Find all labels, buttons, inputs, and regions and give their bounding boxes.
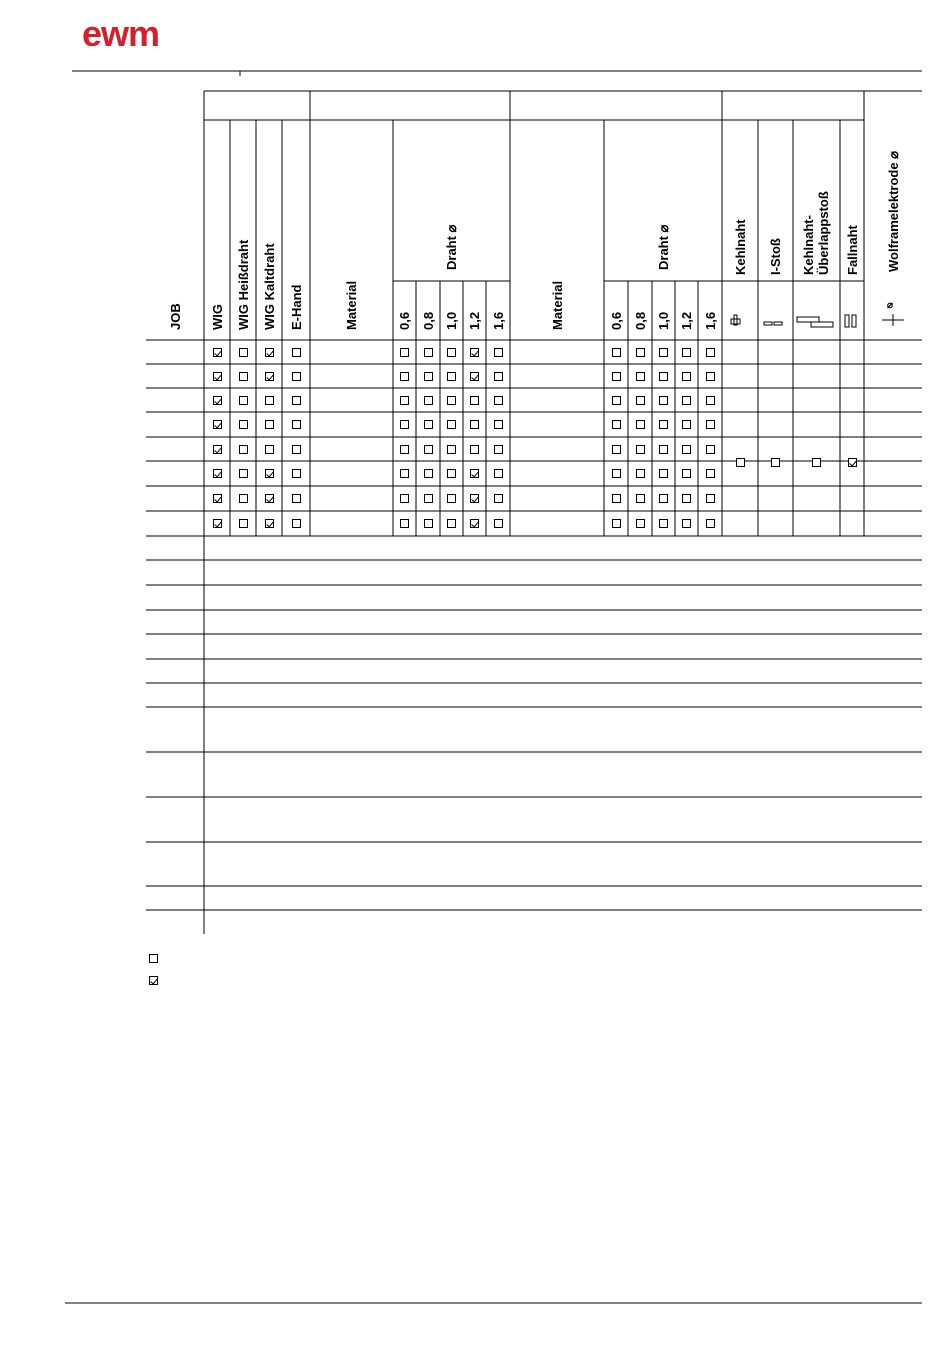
diameter-label: 1,2 <box>466 311 482 330</box>
wire2-box <box>706 396 715 405</box>
process-box <box>239 372 248 381</box>
wire1-box <box>447 348 456 357</box>
butt-joint-icon <box>764 322 772 325</box>
wire1-box <box>494 372 503 381</box>
joint-header: I-Stoß <box>767 238 783 275</box>
vertical-weld-icon <box>845 315 849 327</box>
legend-checked-box <box>149 976 158 985</box>
wire1-box <box>424 348 433 357</box>
wire2-box <box>659 469 668 478</box>
wire2-box <box>636 348 645 357</box>
wire2-box <box>612 372 621 381</box>
diameter-label: 0,6 <box>608 311 624 330</box>
wire2-box <box>706 494 715 503</box>
diameter-label: 0,8 <box>420 311 436 330</box>
wire1-box <box>470 396 479 405</box>
wire2-box <box>706 445 715 454</box>
joint-header: Fallnaht <box>844 225 860 275</box>
wire2-box <box>659 519 668 528</box>
wire2-box <box>659 445 668 454</box>
wire1-box <box>400 494 409 503</box>
process-box <box>239 519 248 528</box>
wire1-box <box>447 445 456 454</box>
wire1-box <box>400 469 409 478</box>
wire2-box <box>612 396 621 405</box>
process-box <box>292 494 301 503</box>
process-box <box>239 494 248 503</box>
vertical-weld-icon <box>852 315 856 327</box>
draht-header: Draht ⌀ <box>655 224 671 270</box>
joint-header: Kehlnaht <box>732 219 748 275</box>
wire1-box <box>494 445 503 454</box>
wire1-box <box>424 445 433 454</box>
wire2-box <box>659 420 668 429</box>
process-box <box>292 519 301 528</box>
joint-checked-box <box>848 458 857 467</box>
legend-empty-box <box>149 954 158 963</box>
butt-joint-icon <box>774 322 782 325</box>
process-box <box>239 396 248 405</box>
wire1-box <box>400 372 409 381</box>
process-checked-box <box>213 445 222 454</box>
wire1-box <box>447 396 456 405</box>
process-checked-box <box>213 494 222 503</box>
joint-box <box>736 458 745 467</box>
wire2-box <box>706 519 715 528</box>
wire1-box <box>494 469 503 478</box>
wire1-box <box>447 469 456 478</box>
process-box <box>265 396 274 405</box>
diameter-label: 0,8 <box>632 311 648 330</box>
wire1-box <box>494 420 503 429</box>
wire1-box <box>447 420 456 429</box>
wire2-box <box>636 519 645 528</box>
wire2-box <box>612 420 621 429</box>
wire1-box <box>424 519 433 528</box>
draht-header: Draht ⌀ <box>443 224 459 270</box>
wire2-box <box>659 348 668 357</box>
wire1-box <box>424 469 433 478</box>
process-box <box>265 420 274 429</box>
wire2-box <box>659 396 668 405</box>
process-box <box>239 348 248 357</box>
wire2-box <box>706 348 715 357</box>
wire2-box <box>612 445 621 454</box>
wire1-checked-box <box>470 519 479 528</box>
wire2-box <box>682 494 691 503</box>
diameter-label: 1,6 <box>702 311 718 330</box>
wire2-box <box>682 519 691 528</box>
process-header: E-Hand <box>288 284 304 330</box>
process-header: WIG Kaltdraht <box>261 243 277 330</box>
wire1-box <box>424 396 433 405</box>
process-checked-box <box>213 372 222 381</box>
process-checked-box <box>213 469 222 478</box>
diameter-label: 1,0 <box>443 311 459 330</box>
diameter-label: 1,6 <box>490 311 506 330</box>
wire2-box <box>682 420 691 429</box>
process-box <box>292 469 301 478</box>
diameter-label: 1,2 <box>678 311 694 330</box>
wire1-box <box>447 372 456 381</box>
process-checked-box <box>213 348 222 357</box>
lap-joint-icon <box>811 322 833 327</box>
process-checked-box <box>213 519 222 528</box>
process-box <box>292 445 301 454</box>
fillet-weld-icon <box>731 319 740 324</box>
process-box <box>292 372 301 381</box>
wire2-box <box>706 372 715 381</box>
wire2-box <box>659 494 668 503</box>
process-checked-box <box>265 519 274 528</box>
joint-box <box>812 458 821 467</box>
wire1-box <box>400 396 409 405</box>
process-checked-box <box>213 420 222 429</box>
process-box <box>292 396 301 405</box>
wire1-box <box>424 494 433 503</box>
wire1-box <box>400 420 409 429</box>
wire2-box <box>706 420 715 429</box>
wire2-box <box>636 396 645 405</box>
wire2-box <box>612 494 621 503</box>
wire1-box <box>447 519 456 528</box>
wire1-box <box>400 348 409 357</box>
process-header: WIG <box>209 304 225 330</box>
wire2-box <box>636 445 645 454</box>
wire1-box <box>494 396 503 405</box>
wire2-box <box>612 519 621 528</box>
wire1-box <box>447 494 456 503</box>
wire2-box <box>636 372 645 381</box>
wire2-box <box>636 469 645 478</box>
material-header: Material <box>549 280 565 330</box>
wire1-box <box>424 372 433 381</box>
wire2-box <box>659 372 668 381</box>
wire2-box <box>636 420 645 429</box>
wire2-box <box>682 469 691 478</box>
wire2-box <box>682 372 691 381</box>
process-box <box>239 420 248 429</box>
process-box <box>292 348 301 357</box>
joint-header: Kehlnaht- Überlappstoß <box>801 191 831 275</box>
wire2-box <box>706 469 715 478</box>
wire2-box <box>612 469 621 478</box>
wire1-box <box>494 494 503 503</box>
job-header: JOB <box>167 303 183 330</box>
process-checked-box <box>265 348 274 357</box>
process-checked-box <box>265 494 274 503</box>
diameter-label: 0,6 <box>396 311 412 330</box>
wire2-box <box>682 348 691 357</box>
wire1-box <box>400 445 409 454</box>
wolfram-header: Wolframelektrode ⌀ <box>885 150 901 272</box>
process-box <box>292 420 301 429</box>
wire2-box <box>682 396 691 405</box>
process-box <box>265 445 274 454</box>
process-checked-box <box>213 396 222 405</box>
process-header: WIG Heißdraht <box>235 239 251 330</box>
wire1-box <box>470 420 479 429</box>
process-checked-box <box>265 469 274 478</box>
wire1-checked-box <box>470 469 479 478</box>
wire1-box <box>470 445 479 454</box>
wire1-checked-box <box>470 348 479 357</box>
wire1-box <box>400 519 409 528</box>
diameter-label: 1,0 <box>655 311 671 330</box>
wire2-box <box>636 494 645 503</box>
wire1-box <box>424 420 433 429</box>
wire2-box <box>682 445 691 454</box>
lap-joint-icon <box>797 317 819 322</box>
wire1-box <box>494 348 503 357</box>
process-box <box>239 445 248 454</box>
joint-box <box>771 458 780 467</box>
wire1-box <box>494 519 503 528</box>
process-checked-box <box>265 372 274 381</box>
material-header: Material <box>343 280 359 330</box>
tungsten-diameter-icon: ⌀ <box>887 300 894 311</box>
wire1-checked-box <box>470 372 479 381</box>
wire2-box <box>612 348 621 357</box>
ewm-logo: ewm <box>82 13 160 54</box>
process-box <box>239 469 248 478</box>
wire1-checked-box <box>470 494 479 503</box>
